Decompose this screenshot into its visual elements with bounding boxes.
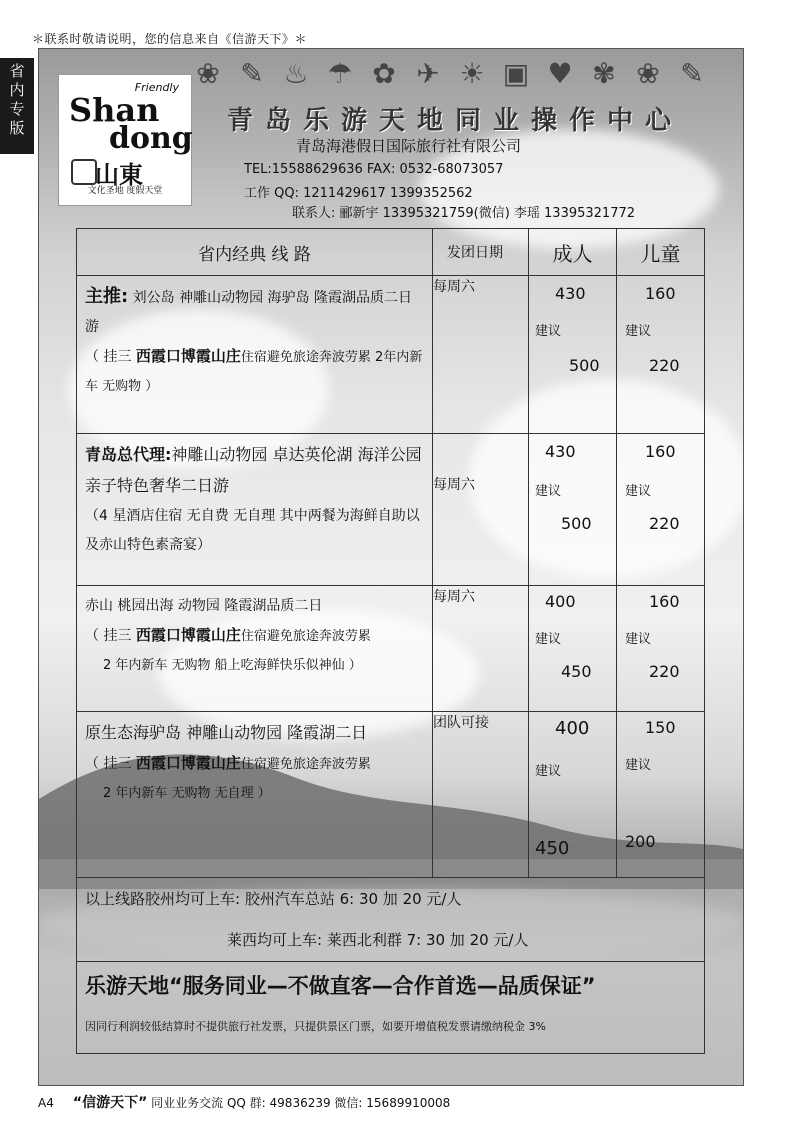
logo-chinese: 山東 [95, 160, 143, 189]
route-note-line: 2 年内新车 无购物 船上吃海鲜快乐似神仙 ） [103, 658, 362, 673]
pencil-icon: ✎ [240, 57, 264, 90]
route-note: （4 星酒店住宿 无自费 无自理 其中两餐为海鲜自助以及赤山特色素斋宴） [85, 508, 420, 553]
child-price: 150 [645, 718, 676, 737]
route-hotel: 西霞口博霞山庄 [135, 754, 241, 772]
logo-shan: Shan [69, 91, 160, 129]
route-lead: 青岛总代理: [85, 445, 172, 464]
header-routes: 省内经典 线 路 [77, 229, 433, 276]
page-label: A4 [38, 1096, 54, 1110]
side-tab-char: 版 [9, 119, 25, 137]
suggest-label: 建议 [535, 324, 562, 339]
banner-title: 青岛乐游天地同业操作中心 [226, 106, 683, 136]
invoice-note: 因同行利润较低结算时不提供旅行社发票，只提供景区门票，如要开增值税发票请缴纳税金 3% [85, 1020, 546, 1033]
pencil-icon: ✎ [680, 57, 704, 90]
child-suggest-price: 220 [649, 514, 680, 533]
adult-suggest-price: 500 [569, 356, 600, 375]
child-price-cell [617, 712, 705, 878]
route-lead: 主推: [85, 286, 129, 307]
adult-suggest-price: 500 [561, 514, 592, 533]
logo [58, 74, 192, 206]
rabbit-icon: ❀ [196, 57, 220, 90]
table-row [77, 586, 705, 712]
side-tab-char: 内 [9, 81, 25, 99]
pickup-line-laixi: 莱西均可上车: 莱西北利群 7: 30 加 20 元/人 [227, 931, 529, 949]
route-note: 住宿避免旅途奔波劳累 [240, 629, 371, 644]
table-row [77, 434, 705, 586]
sun-icon: ☀ [459, 57, 485, 90]
pickup-row [77, 878, 705, 962]
contact-persons: 联系人: 郦新宇 13395321759(微信) 李瑶 13395321772 [292, 206, 636, 221]
child-price: 160 [645, 284, 676, 303]
route-note-prefix: （ 挂三 [85, 756, 132, 772]
slogan-row [77, 962, 705, 1054]
flower-icon: ✾ [592, 57, 616, 90]
heart-icon: ♥ [547, 57, 573, 90]
child-price-cell [617, 586, 705, 712]
logo-dong: dong [109, 121, 193, 156]
route-cell [77, 434, 433, 586]
date-cell: 每周六 [433, 586, 529, 712]
company-name: 青岛海港假日国际旅行社有限公司 [296, 137, 522, 155]
adult-price-cell [529, 586, 617, 712]
bear-icon: ✿ [372, 57, 396, 90]
child-price: 160 [649, 592, 680, 611]
adult-price: 430 [545, 442, 576, 461]
contact-qq: 工作 QQ: 1211429617 1399352562 [244, 186, 473, 201]
service-slogan: 乐游天地“服务同业—不做直客—合作首选—品质保证” [85, 974, 596, 998]
ice-cream-icon: ♨ [283, 57, 309, 90]
route-hotel: 西霞口博霞山庄 [135, 626, 241, 644]
slogan-cell [77, 962, 705, 1054]
date-cell: 每周六 [433, 434, 529, 586]
route-note: 住宿避免旅途奔波劳累 2年内新车 无购物 ） [85, 350, 423, 394]
child-price-cell [617, 434, 705, 586]
child-price: 160 [645, 442, 676, 461]
decorative-icons [190, 56, 710, 98]
suggest-label: 建议 [625, 324, 652, 339]
bottom-contact: 同业业务交流 QQ 群: 49836239 微信: 15689910008 [151, 1096, 451, 1110]
header-adult: 成人 [529, 229, 617, 276]
suggest-label: 建议 [625, 758, 652, 773]
adult-suggest-price: 450 [561, 662, 592, 681]
child-price-cell [617, 276, 705, 434]
camera-icon: ▣ [502, 57, 530, 90]
rabbit-icon: ❀ [636, 57, 660, 90]
route-hotel: 西霞口博霞山庄 [135, 347, 241, 365]
table-header-row [77, 229, 705, 276]
route-note-prefix: （ 挂三 [85, 349, 132, 365]
child-suggest-price: 200 [625, 832, 656, 851]
adult-suggest-price: 450 [535, 838, 570, 859]
suggest-label: 建议 [535, 632, 562, 647]
logo-friendly: Friendly [134, 81, 179, 94]
bottom-bar [38, 1092, 450, 1112]
top-note: ＊联系时敬请说明，您的信息来自《信游天下》＊ [32, 32, 308, 46]
table-row [77, 276, 705, 434]
table-row [77, 712, 705, 878]
date-cell: 每周六 [433, 276, 529, 434]
adult-price-cell [529, 712, 617, 878]
date-cell: 团队可接 [433, 712, 529, 878]
bird-icon: ✈ [416, 57, 440, 90]
suggest-label: 建议 [625, 484, 652, 499]
adult-price: 430 [555, 284, 586, 303]
contact-tel-fax: TEL:15588629636 FAX: 0532-68073057 [244, 162, 504, 177]
logo-slogan: 文化圣地 度假天堂 [87, 186, 163, 196]
rainbow-icon: ☂ [327, 57, 353, 90]
pickup-line-jiaozhou: 以上线路胶州均可上车: 胶州汽车总站 6: 30 加 20 元/人 [85, 890, 462, 908]
route-line: 原生态海驴岛 神雕山动物园 隆霞湖二日 [85, 723, 368, 742]
header-child: 儿童 [617, 229, 705, 276]
side-tab-char: 专 [9, 100, 25, 118]
child-suggest-price: 220 [649, 662, 680, 681]
suggest-label: 建议 [535, 764, 562, 779]
route-cell [77, 712, 433, 878]
route-note-prefix: （ 挂三 [85, 628, 132, 644]
route-line: 神雕山动物园 卓达英伦湖 海洋公园 亲子特色奢华二日游 [85, 445, 422, 495]
adult-price: 400 [545, 592, 576, 611]
brand-name: “信游天下” [72, 1095, 148, 1111]
route-line: 赤山 桃园出海 动物园 隆霞湖品质二日 [85, 598, 323, 614]
child-suggest-price: 220 [649, 356, 680, 375]
logo-seal-icon [71, 159, 97, 185]
routes-table [76, 228, 705, 1054]
route-note: 住宿避免旅途奔波劳累 [240, 757, 371, 772]
adult-price-cell [529, 276, 617, 434]
side-tab-char: 省 [9, 62, 25, 80]
route-line: 刘公岛 神雕山动物园 海驴岛 隆霞湖品质二日游 [85, 290, 413, 335]
side-tab [0, 58, 34, 154]
adult-price: 400 [555, 718, 590, 739]
adult-price-cell [529, 434, 617, 586]
route-cell [77, 586, 433, 712]
header-date: 发团日期 [433, 229, 529, 276]
suggest-label: 建议 [625, 632, 652, 647]
route-cell [77, 276, 433, 434]
suggest-label: 建议 [535, 484, 562, 499]
route-note-line: 2 年内新车 无购物 无自理 ） [103, 786, 271, 801]
pickup-cell [77, 878, 705, 962]
